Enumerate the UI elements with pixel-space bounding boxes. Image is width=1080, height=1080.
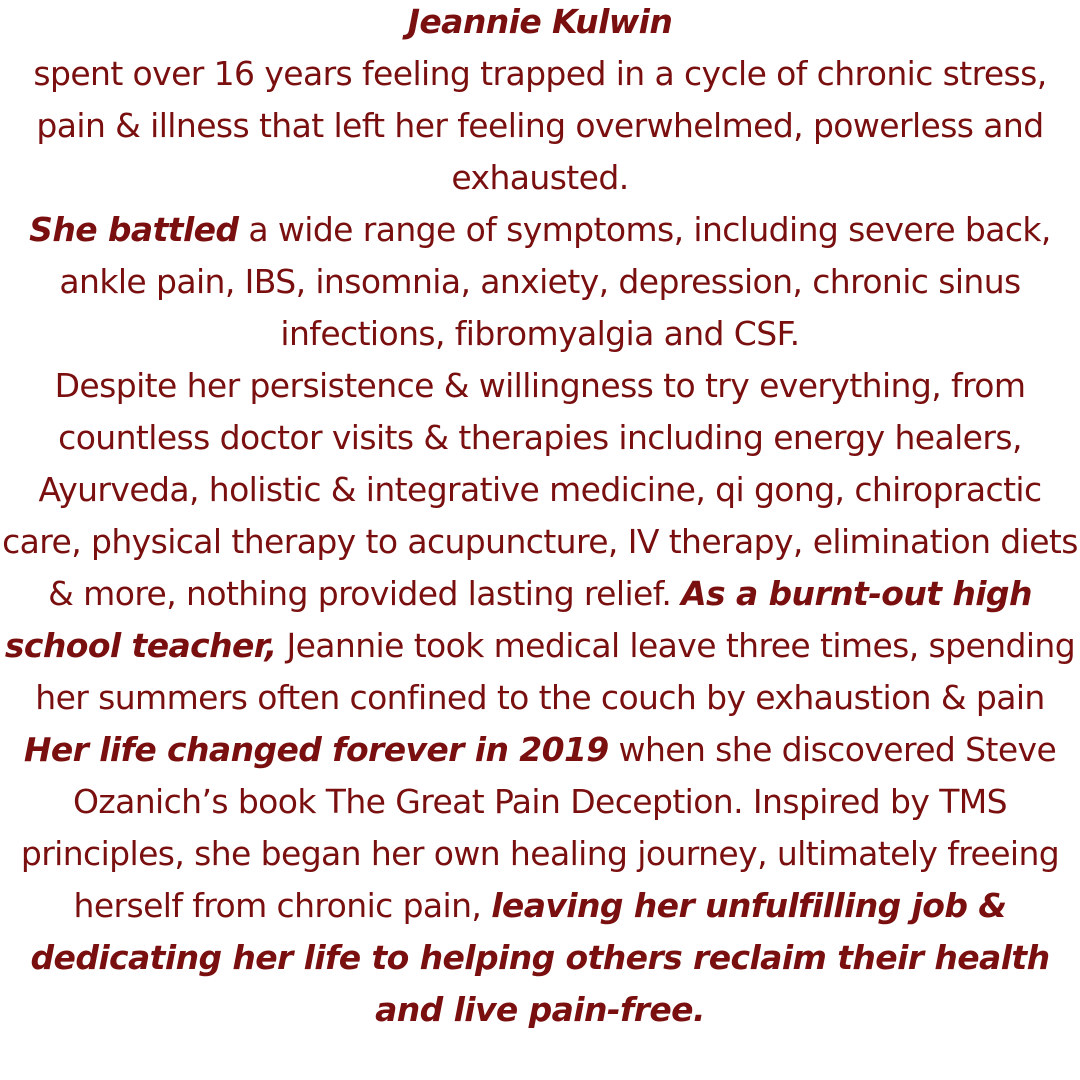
- turning-point-text: when she discovered Steve Ozanich’s book The Great Pain Deception. Inspired by TMS principles, she began her own healing journey, ultimately freeing herself from chronic pain,: [20, 730, 1060, 925]
- medical-leave-text: Jeannie took medical leave three times, spending her summers often confined to the couch by exhaustion & pain: [35, 626, 1076, 717]
- intro-paragraph: spent over 16 years feeling trapped in a cycle of chronic stress, pain & illness that left her feeling overwhelmed, powerless and exhausted.: [33, 54, 1047, 197]
- turning-point-paragraph: [2, 724, 1078, 1036]
- bio-title: Jeannie Kulwin: [407, 2, 673, 41]
- teacher-emphasis: As a burnt-out high school teacher,: [4, 574, 1032, 665]
- symptoms-paragraph: [2, 204, 1078, 360]
- turning-point-emphasis: Her life changed forever in 2019: [23, 730, 609, 769]
- treatments-paragraph: [2, 360, 1078, 724]
- treatments-text: Despite her persistence & willingness to try everything, from countless doctor visits & therapies including energy healers, Ayurveda, holistic & integrative medicine, qi gong, chiropractic care, physical therapy to acupuncture, IV therapy, elimination diets & more, nothing provided lasting relief.: [2, 366, 1078, 613]
- mission-emphasis: leaving her unfulfilling job & dedicating her life to helping others reclaim their health and live pain-free.: [30, 886, 1050, 1029]
- symptoms-lead-emphasis: She battled: [29, 210, 239, 249]
- symptoms-text: a wide range of symptoms, including severe back, ankle pain, IBS, insomnia, anxiety, depression, chronic sinus infections, fibromyalgia and CSF.: [59, 210, 1051, 353]
